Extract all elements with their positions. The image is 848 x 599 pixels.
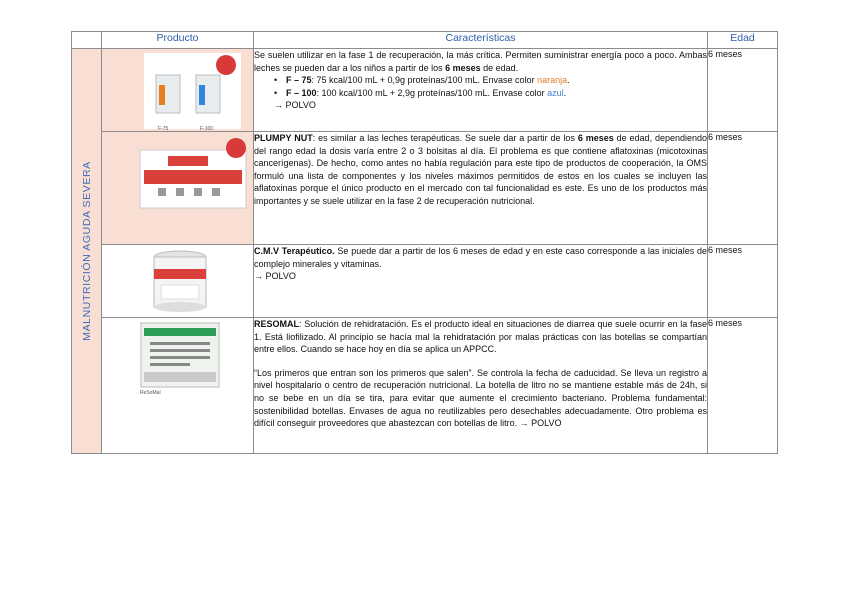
cmv-can-picture xyxy=(147,249,213,313)
product-image-resomal xyxy=(102,318,254,454)
table-row xyxy=(72,132,778,245)
table-row xyxy=(72,245,778,318)
age-cell: 6 meses xyxy=(708,132,778,245)
age-cell: 6 meses xyxy=(708,49,778,132)
product-image-plumpy-nut xyxy=(102,132,254,245)
milk-list xyxy=(254,74,707,99)
list-item: • F – 100: 100 kcal/100 mL + 2,9g proteínas/100 mL. Envase color azul. xyxy=(276,87,707,100)
age-cell: 6 meses xyxy=(708,245,778,318)
intro-text: Se suelen utilizar en la fase 1 de recuperación, la más crítica. Permiten suministrar energía poco a poco. Ambas leches se pueden dar a los niños a partir de los 6 meses de edad. xyxy=(254,50,707,73)
resomal-sachet-picture xyxy=(140,322,220,388)
caption-right: F-100 xyxy=(200,126,214,132)
features-cell: C.M.V Terapéutico. Se puede dar a partir de los 6 meses de edad y en este caso corresponde a las iniciales de complejo minerales y vitaminas. → POLVO xyxy=(254,245,708,318)
header-blank xyxy=(72,32,102,49)
header-product: Producto xyxy=(102,32,254,49)
table-row xyxy=(72,49,778,132)
resomal-text-2: “Los primeros que entran son los primeros que salen”. Se controla la fecha de caducidad. Se lleva un registro a nivel hospitalario o centro de recuperación nutricional. La botella de litro no se mantiene estable más de 24h, si no se bebe en un día se tira, para evitar que aumente el crecimiento bacteriano. Problema fundamental: sostenibilidad botellas. Envases de agua no reutilizables pero desechables adecuadamente. Otro problema es difícil conseguir proveedores que abastezcan con botellas de litro. → POLVO xyxy=(254,367,707,429)
resomal-caption: ReSoMal xyxy=(140,390,161,396)
table-row xyxy=(72,318,778,454)
side-cell xyxy=(72,49,102,454)
header-age: Edad xyxy=(708,32,778,49)
features-cell: PLUMPY NUT: es similar a las leches terapéuticas. Se suele dar a partir de los 6 meses de edad, dependiendo del rango edad la dosis varía entre 2 o 3 bolsitas al día. El problema es que contiene aflatoxinas (micotoxinas cancerígenas). De hecho, como antes no había regulación para este tipo de productos de cooperación, la OMS formuló una lista de componentes y los niveles máximos permitidos de estos en los cuales se incluyen las aflatoxinas porque el único producto en el mercado con tal funcionalidad es este. Es uno de los productos más importantes y se suele utilizar en la fase 2 de recuperación nutricional. xyxy=(254,132,708,245)
milk-sachets-picture xyxy=(144,53,241,129)
plumpy-nut-picture xyxy=(138,136,248,216)
resomal-text-1: RESOMAL: Solución de rehidratación. Es el producto ideal en situaciones de diarrea que suele ocurrir en la fase 1. Está liofilizado. Al principio se hacía mal la rehidratación por malas prácticas con las botellas se compartían entre ellos. Cuando se hace hoy en día se aplica un APPCC. xyxy=(254,319,707,355)
format-note: → POLVO xyxy=(274,100,316,111)
features-cell xyxy=(254,318,708,454)
product-image-f75-f100 xyxy=(102,49,254,132)
age-cell: 6 meses xyxy=(708,318,778,454)
products-table xyxy=(71,31,778,454)
header-row xyxy=(72,32,778,49)
features-cell xyxy=(254,49,708,132)
product-image-cmv xyxy=(102,245,254,318)
header-features: Características xyxy=(254,32,708,49)
side-label: MALNUTRICIÓN AGUDA SEVERA xyxy=(80,161,93,341)
caption-left: F-75 xyxy=(158,126,169,132)
format-note: → POLVO xyxy=(254,271,296,282)
list-item: • F – 75: 75 kcal/100 mL + 0,9g proteínas/100 mL. Envase color naranja. xyxy=(276,74,707,87)
